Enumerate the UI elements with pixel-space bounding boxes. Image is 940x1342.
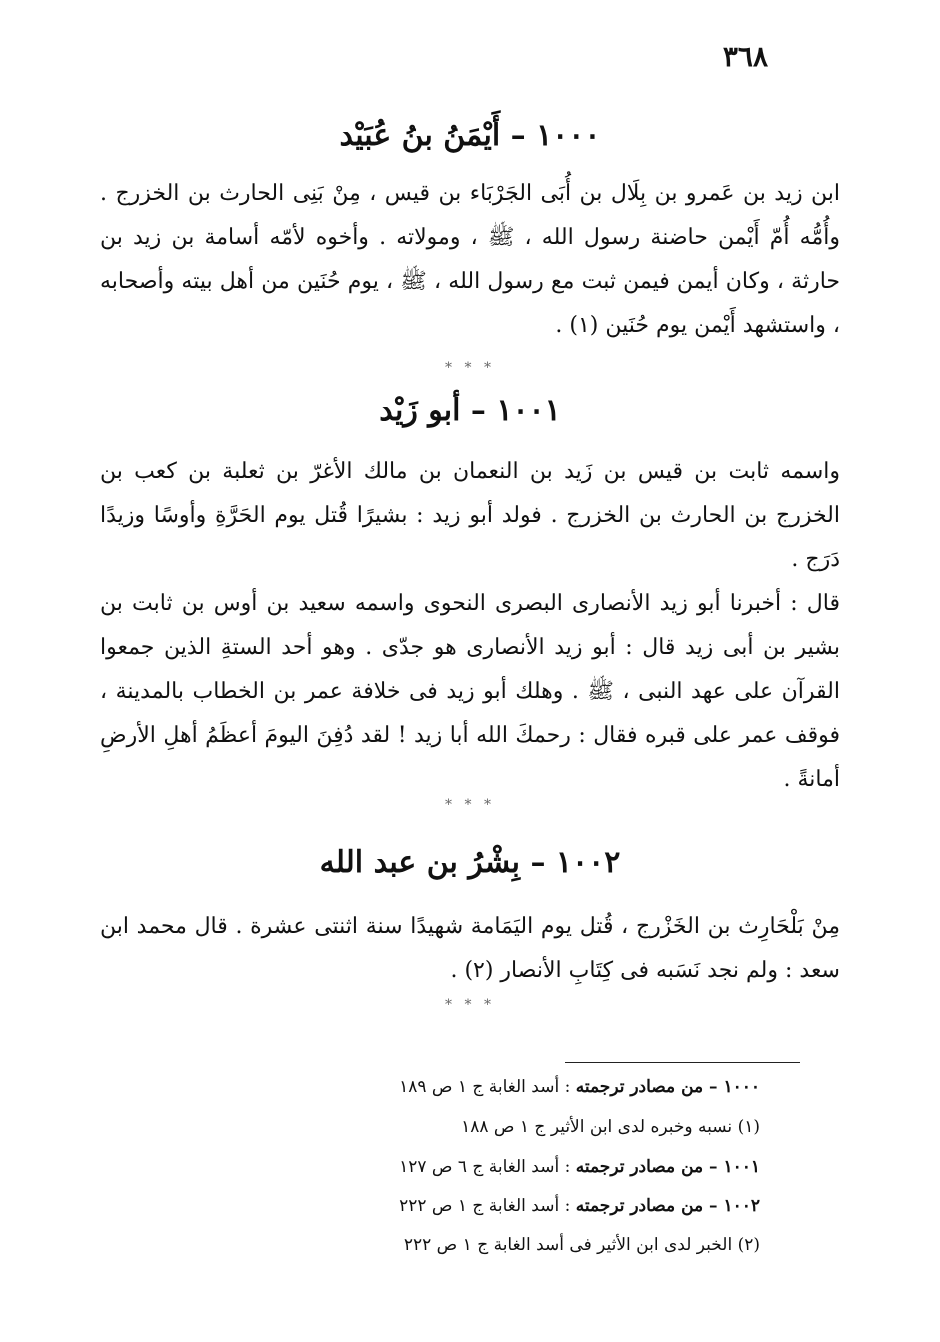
footnote-1 (461, 1114, 760, 1140)
entry-heading-1000: ١٠٠٠ – أَيْمَنُ بنُ عُبَيْد (339, 118, 601, 153)
footnote-1000-sources (399, 1074, 760, 1100)
footnote-rule (565, 1062, 800, 1063)
footnote-text: (١) نسبه وخبره لدى ابن الأثير ج ١ ص ١٨٨ (461, 1117, 760, 1137)
footnote-2 (404, 1232, 760, 1258)
footnote-label: ١٠٠١ – من مصادر ترجمته (575, 1157, 760, 1177)
footnote-1002-sources (399, 1193, 760, 1219)
footnote-label: ١٠٠٠ – من مصادر ترجمته (575, 1077, 760, 1097)
section-separator: * * * (445, 997, 495, 1013)
entry-heading-1002: ١٠٠٢ – بِشْرُ بن عبد الله (319, 845, 621, 880)
section-separator: * * * (445, 360, 495, 376)
footnote-text: : أسد الغابة ج ١ ص ١٨٩ (399, 1077, 576, 1097)
footnote-text: : أسد الغابة ج ٦ ص ١٢٧ (399, 1157, 576, 1177)
entry-heading-1001: ١٠٠١ – أبو زَيْد (379, 393, 561, 428)
entry-1002-paragraph: مِنْ بَلْحَارِث بن الخَزْرج ، قُتل يوم اليَمَامة شهيدًا سنة اثنتى عشرة . قال محمد ابن سعد : ولم نجد نَسَبه فى كِتَابِ الأنصار (٢) . (100, 914, 840, 983)
footnote-text: : أسد الغابة ج ١ ص ٢٢٢ (399, 1196, 576, 1216)
section-separator: * * * (445, 797, 495, 813)
footnote-text: (٢) الخبر لدى ابن الأثير فى أسد الغابة ج ١ ص ٢٢٢ (403, 1235, 760, 1255)
entry-1001-paragraph-2: قال : أخبرنا أبو زيد الأنصارى البصرى النحوى واسمه سعيد بن أوس بن ثابت بن بشير بن أبى زيد قال : أبو زيد الأنصارى هو جدّى . وهو أحد الستةِ الذين جمعوا القرآن على عهد النبى ، ﷺ . وهلك أبو زيد فى خلافة عمر بن الخطاب بالمدينة ، فوقف عمر على قبره فقال : رحمكَ الله أبا زيد ! لقد دُفِنَ اليومَ أعظَمُ أهلِ الأرضِ أمانةً . (100, 591, 840, 792)
entry-1001-paragraph-1: واسمه ثابت بن قيس بن زَيد بن النعمان بن مالك الأغرّ بن ثعلبة بن كعب بن الخزرج بن الحارث بن الخزرج . فولد أبو زيد : بشيرًا قُتل يوم الحَرَّةِ وأوسًا وزيدًا دَرَج . (100, 459, 840, 572)
page-number: ٣٦٨ (722, 40, 768, 73)
footnote-1001-sources (399, 1154, 760, 1180)
footnote-label: ١٠٠٢ – من مصادر ترجمته (575, 1196, 760, 1216)
entry-1000-paragraph: ابن زيد بن عَمرو بن بِلَال بن أُبَى الجَرْبَاء بن قيس ، مِنْ بَنِى الحارث بن الخزرج . وأُمُّه أُمّ أَيْمن حاضنة رسول الله ، ﷺ ، ومولاته . وأخوه لأمّه أسامة بن زيد بن حارثة ، وكان أيمن فيمن ثبت مع رسول الله ، ﷺ ، يوم حُنَين من أهل بيته وأصحابه ، واستشهد أَيْمن يوم حُنَين (١) . (100, 181, 840, 338)
